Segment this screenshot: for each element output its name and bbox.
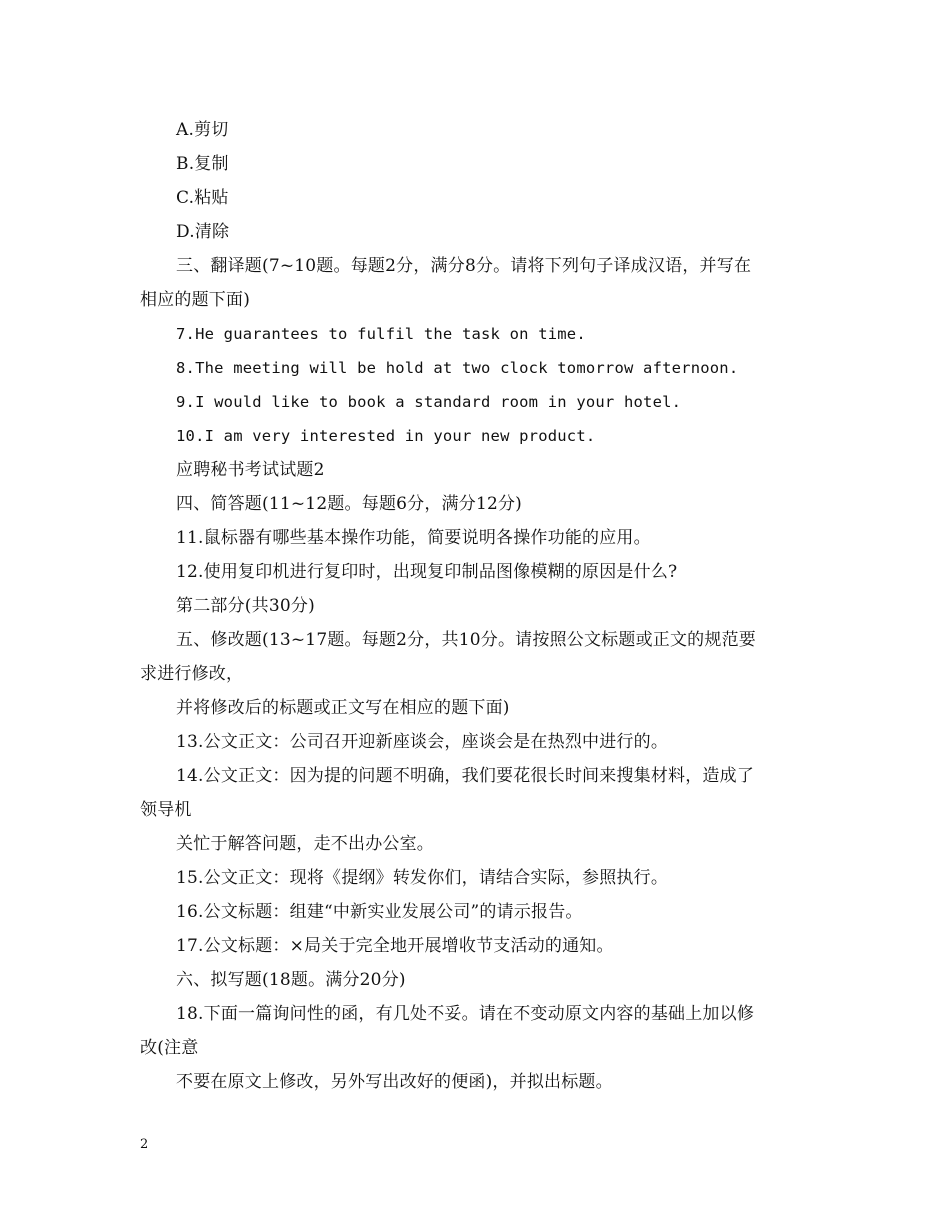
question-13: 13.公文正文：公司召开迎新座谈会，座谈会是在热烈中进行的。 xyxy=(176,732,669,752)
question-14: 14.公文正文：因为提的问题不明确，我们要花很长时间来搜集材料，造成了 xyxy=(176,766,755,786)
question-10: 10.I am very interested in your new product. xyxy=(176,427,596,445)
section-3-heading-continued: 相应的题下面) xyxy=(140,290,251,310)
exam-title: 应聘秘书考试试题2 xyxy=(176,460,325,480)
section-5-heading-continued: 求进行修改， xyxy=(140,664,244,684)
section-4-heading: 四、简答题(11~12题。每题6分，满分12分) xyxy=(176,494,523,514)
option-b-line: B.复制 xyxy=(176,154,229,174)
option-a-line: A.剪切 xyxy=(176,120,229,140)
question-14-continued: 领导机 xyxy=(140,800,192,820)
question-16: 16.公文标题：组建“中新实业发展公司”的请示报告。 xyxy=(176,902,583,922)
page-number: 2 xyxy=(140,1137,149,1152)
question-12: 12.使用复印机进行复印时，出现复印制品图像模糊的原因是什么? xyxy=(176,562,678,582)
option-c-line: C.粘贴 xyxy=(176,188,229,208)
question-8: 8.The meeting will be hold at two clock tomorrow afternoon. xyxy=(176,359,739,377)
section-5-instruction: 并将修改后的标题或正文写在相应的题下面) xyxy=(176,698,510,718)
question-15: 15.公文正文：现将《提纲》转发你们，请结合实际，参照执行。 xyxy=(176,868,669,888)
question-9: 9.I would like to book a standard room in your hotel. xyxy=(176,393,682,411)
question-14-continued-2: 关忙于解答问题，走不出办公室。 xyxy=(176,834,434,854)
section-5-heading: 五、修改题(13~17题。每题2分，共10分。请按照公文标题或正文的规范要 xyxy=(176,630,756,650)
section-3-heading: 三、翻译题(7~10题。每题2分，满分8分。请将下列句子译成汉语，并写在 xyxy=(176,256,752,276)
question-7: 7.He guarantees to fulfil the task on time. xyxy=(176,325,586,343)
question-11: 11.鼠标器有哪些基本操作功能，简要说明各操作功能的应用。 xyxy=(176,528,651,548)
question-18-continued: 改(注意 xyxy=(140,1038,199,1058)
part-2-heading: 第二部分(共30分) xyxy=(176,596,315,616)
question-17: 17.公文标题：×局关于完全地开展增收节支活动的通知。 xyxy=(176,936,614,956)
section-6-heading: 六、拟写题(18题。满分20分) xyxy=(176,970,406,990)
option-d-line: D.清除 xyxy=(176,222,230,242)
question-18: 18.下面一篇询问性的函，有几处不妥。请在不变动原文内容的基础上加以修 xyxy=(176,1004,755,1024)
question-18-continued-2: 不要在原文上修改，另外写出改好的便函)，并拟出标题。 xyxy=(176,1072,613,1092)
